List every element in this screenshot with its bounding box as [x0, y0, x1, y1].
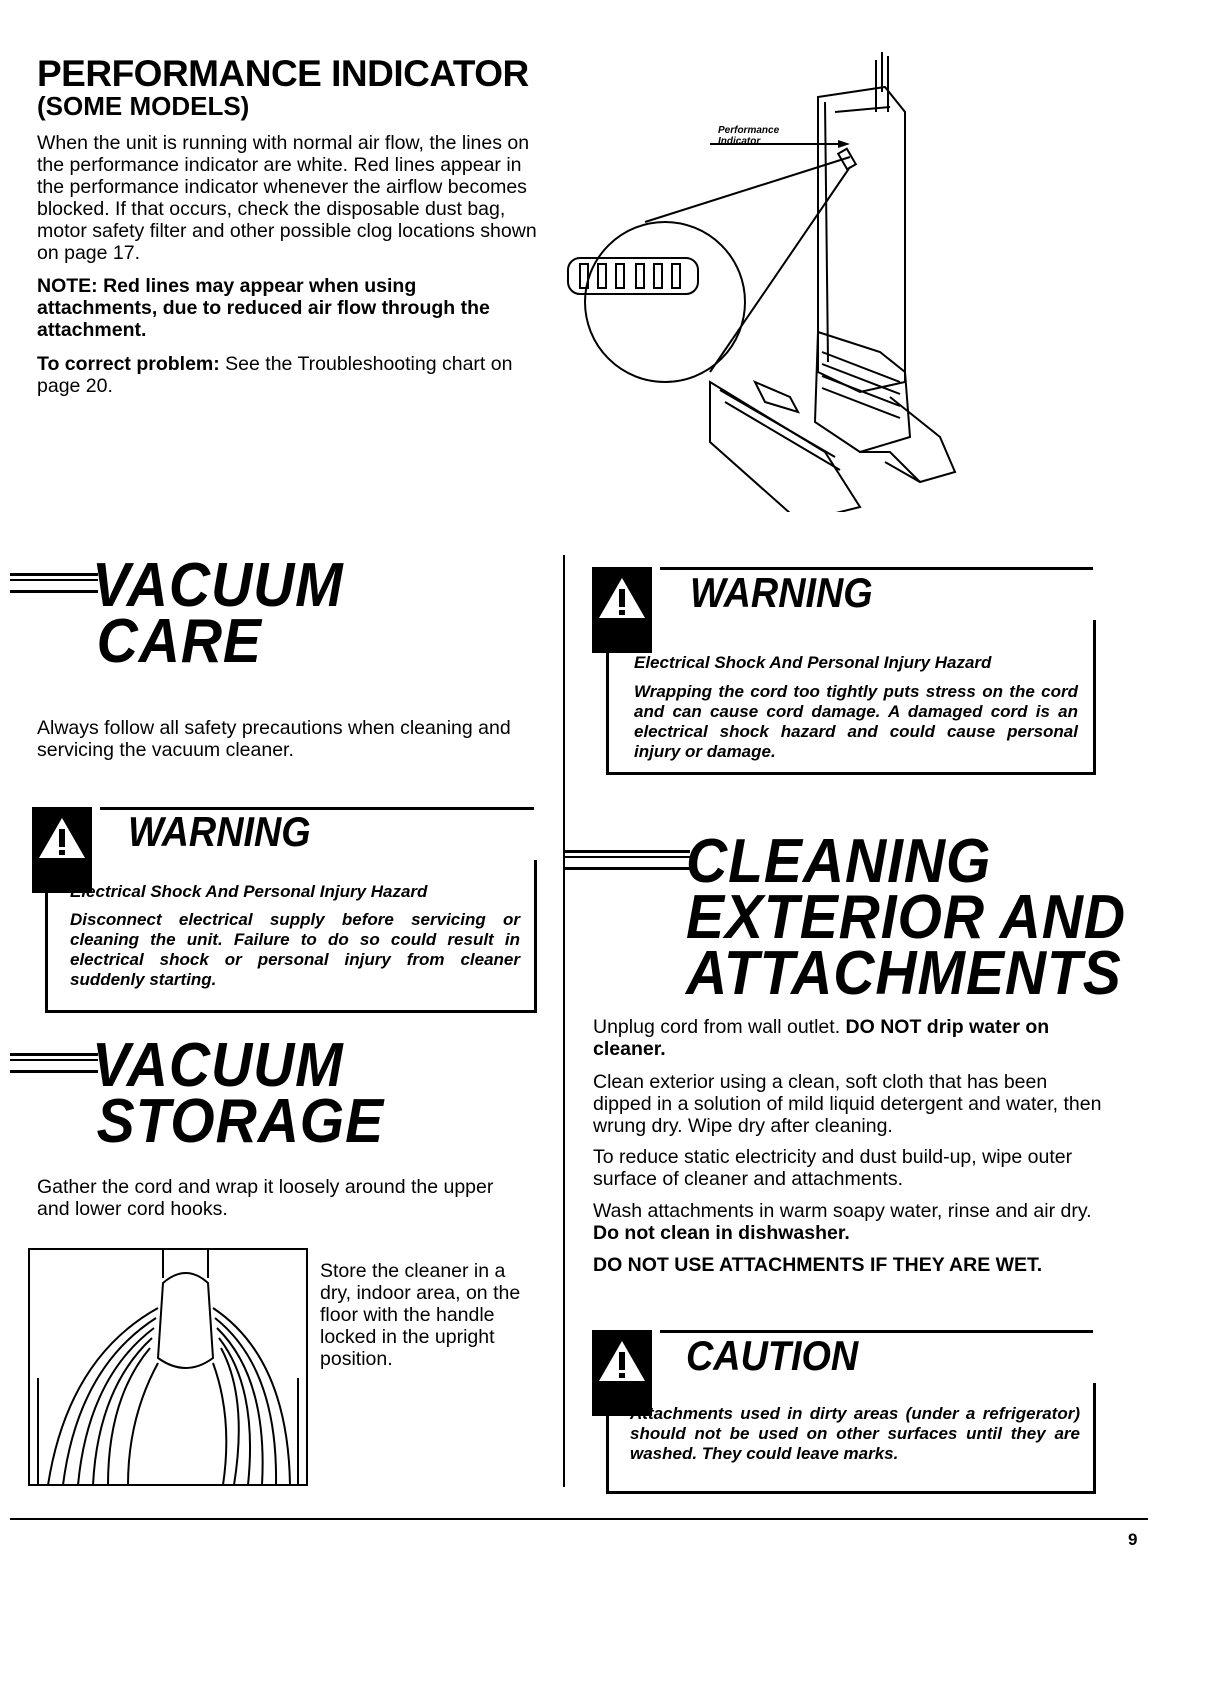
- care-rule-lines: [10, 573, 98, 593]
- page-number: 9: [1128, 1530, 1138, 1549]
- warning1-title: WARNING: [128, 808, 311, 855]
- care-title: [92, 551, 344, 676]
- storage-title: [92, 1031, 385, 1156]
- cleaning-title: [686, 827, 1126, 1008]
- performance-indicator-label: [718, 125, 779, 147]
- cleaning-p4: [593, 1200, 1093, 1244]
- warning1-text: Disconnect electrical supply before servicing or cleaning the unit. Failure to do so could result in electrical shock or personal injury from cleaner suddenly starting.: [70, 910, 520, 989]
- cleaning-p4-text: Wash attachments in warm soapy water, rinse and air dry.: [593, 1200, 1092, 1222]
- cord-wrap-figure: [28, 1248, 310, 1488]
- cleaning-title-line1: CLEANING: [686, 827, 992, 896]
- warning1-badge: [32, 807, 92, 893]
- warning2-title: WARNING: [690, 569, 873, 616]
- correct-label: To correct problem:: [37, 353, 220, 375]
- care-title-line2: CARE: [96, 607, 262, 676]
- care-text: Always follow all safety precautions when cleaning and servicing the vacuum cleaner.: [37, 717, 511, 761]
- storage-title-line1: VACUUM: [92, 1031, 344, 1100]
- warning2-heading: Electrical Shock And Personal Injury Hazard: [634, 653, 992, 672]
- column-divider: [563, 555, 565, 1487]
- storage-side-text: Store the cleaner in a dry, indoor area, on the floor with the handle locked in the upright position.: [320, 1260, 521, 1370]
- cleaning-p1: [593, 1016, 1063, 1060]
- cleaning-p4-bold: Do not clean in dishwasher.: [593, 1222, 850, 1244]
- performance-correct: [37, 353, 542, 397]
- warning-triangle-icon: [37, 815, 87, 861]
- performance-title: PERFORMANCE INDICATOR: [37, 53, 529, 94]
- vacuum-figure: [560, 52, 980, 512]
- cleaning-title-line2: EXTERIOR AND: [686, 883, 1126, 952]
- warning-triangle-icon: [597, 575, 647, 621]
- warning2-badge: [592, 567, 652, 653]
- cleaning-title-line3: ATTACHMENTS: [686, 939, 1122, 1008]
- cleaning-p1-bold: DO NOT drip water on cleaner.: [593, 1016, 1050, 1060]
- bottom-rule: [10, 1518, 1148, 1520]
- caution-text: Attachments used in dirty areas (under a refrigerator) should not be used on other surfaces until they are washed. They could leave marks.: [630, 1404, 1080, 1463]
- storage-rule-lines: [10, 1053, 98, 1073]
- cleaning-rule-lines: [565, 850, 690, 870]
- storage-text: Gather the cord and wrap it loosely around the upper and lower cord hooks.: [37, 1176, 494, 1220]
- cleaning-p1-text: Unplug cord from wall outlet.: [593, 1016, 846, 1038]
- warning1-heading: Electrical Shock And Personal Injury Hazard: [70, 882, 428, 901]
- caution-title: CAUTION: [686, 1332, 859, 1379]
- performance-note: NOTE: Red lines may appear when using attachments, due to reduced air flow through the attachment.: [37, 275, 490, 341]
- performance-subtitle: (SOME MODELS): [37, 91, 250, 121]
- cleaning-p3: To reduce static electricity and dust build-up, wipe outer surface of cleaner and attachments.: [593, 1146, 1073, 1190]
- warning2-text: Wrapping the cord too tightly puts stress on the cord and can cause cord damage. A damaged cord is an electrical shock hazard and could cause personal injury or damage.: [634, 682, 1078, 761]
- correct-text: See the Troubleshooting chart on page 20.: [37, 353, 513, 397]
- warning-triangle-icon: [597, 1338, 647, 1384]
- label-line2: Indicator: [718, 136, 761, 147]
- care-title-line1: VACUUM: [92, 551, 344, 620]
- storage-title-line2: STORAGE: [96, 1087, 385, 1156]
- performance-paragraph: When the unit is running with normal air flow, the lines on the performance indicator are white. Red lines appear in the performance indicator whenever the airflow becomes blocked. If that occurs, check the disposable dust bag, motor safety filter and other possible clog locations shown on page 17.: [37, 132, 537, 264]
- cleaning-p2: Clean exterior using a clean, soft cloth that has been dipped in a solution of mild liquid detergent and water, then wrung dry. Wipe dry after cleaning.: [593, 1071, 1102, 1137]
- label-line1: Performance: [718, 125, 780, 136]
- cleaning-p5: DO NOT USE ATTACHMENTS IF THEY ARE WET.: [593, 1254, 1043, 1276]
